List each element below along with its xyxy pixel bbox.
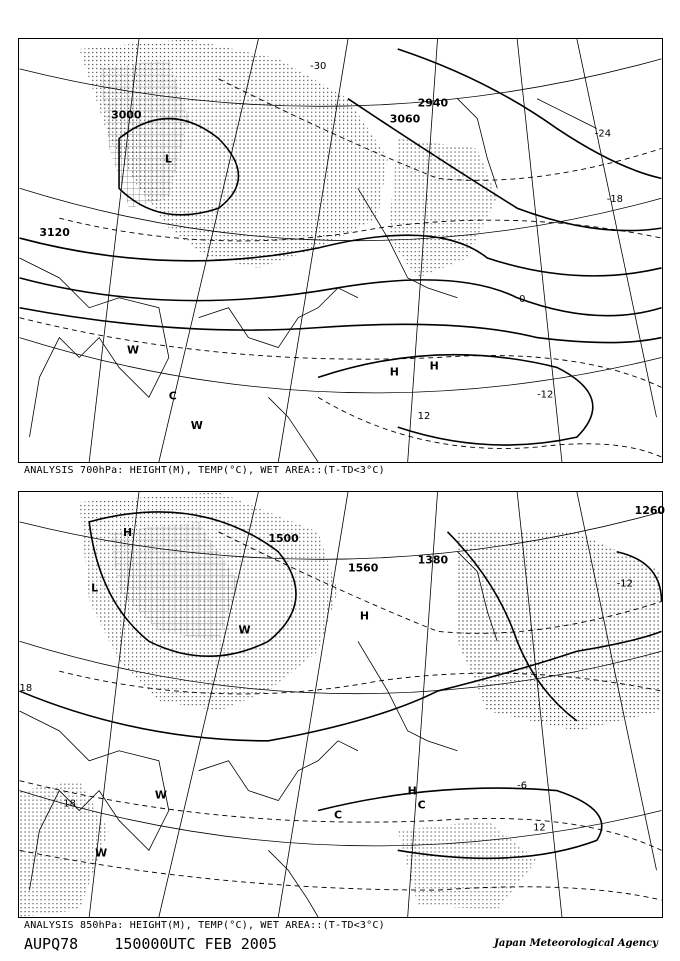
- isotherm-label: 12: [417, 411, 431, 423]
- height-label: 1500: [268, 531, 299, 545]
- map-panel-850hpa: [18, 491, 666, 918]
- pressure-center: H: [123, 525, 133, 539]
- height-label: 1260: [634, 503, 666, 517]
- pressure-center: C: [334, 808, 343, 822]
- pressure-center: W: [154, 788, 167, 802]
- isotherm-label: 18: [63, 798, 76, 810]
- pressure-center: H: [389, 365, 399, 379]
- height-label: 3000: [111, 108, 142, 122]
- isotherm-label: -30: [310, 60, 327, 72]
- wet-area: [398, 820, 537, 910]
- pressure-center: L: [164, 152, 172, 166]
- isotherm-label: -18: [606, 194, 623, 206]
- pressure-center: W: [127, 343, 140, 357]
- wet-area: [457, 532, 661, 731]
- height-label: 1380: [417, 553, 449, 567]
- wet-area: [388, 139, 497, 278]
- chart-identifier: [24, 935, 277, 953]
- pressure-center: C: [168, 389, 177, 403]
- pressure-center: W: [190, 419, 203, 433]
- valid-time: 150000UTC FEB 2005: [114, 935, 277, 953]
- isotherm-label: 12: [533, 822, 546, 834]
- map-panel-700hpa: [18, 38, 663, 463]
- pressure-center: W: [95, 846, 108, 860]
- height-label: 2940: [417, 96, 449, 110]
- isotherm-label: 0: [519, 293, 526, 305]
- pressure-center: W: [238, 623, 251, 637]
- pressure-center: H: [359, 609, 370, 623]
- chart-code: AUPQ78: [24, 935, 79, 953]
- panel-caption-850hpa: ANALYSIS 850hPa: HEIGHT(M), TEMP(°C), WET AREA::(T-TD<3°C): [24, 920, 385, 931]
- isotherm-label: -12: [537, 389, 554, 401]
- height-label: 3060: [389, 112, 421, 126]
- height-label: 3120: [39, 226, 70, 240]
- height-label: 1560: [347, 561, 379, 575]
- pressure-center: H: [407, 784, 417, 798]
- isotherm-label: -6: [517, 780, 528, 792]
- pressure-center: C: [417, 798, 426, 812]
- agency-credit: Japan Meteorological Agency: [494, 938, 658, 949]
- pressure-center: H: [429, 359, 439, 373]
- isotherm-label: 18: [19, 683, 33, 695]
- pressure-center: L: [91, 581, 99, 595]
- map-700hpa-svg: [19, 39, 662, 462]
- map-850hpa-svg: [19, 492, 666, 917]
- isotherm-label: -12: [616, 578, 633, 590]
- panel-caption-700hpa: ANALYSIS 700hPa: HEIGHT(M), TEMP(°C), WET AREA::(T-TD<3°C): [24, 465, 385, 476]
- isotherm-label: -24: [594, 128, 612, 140]
